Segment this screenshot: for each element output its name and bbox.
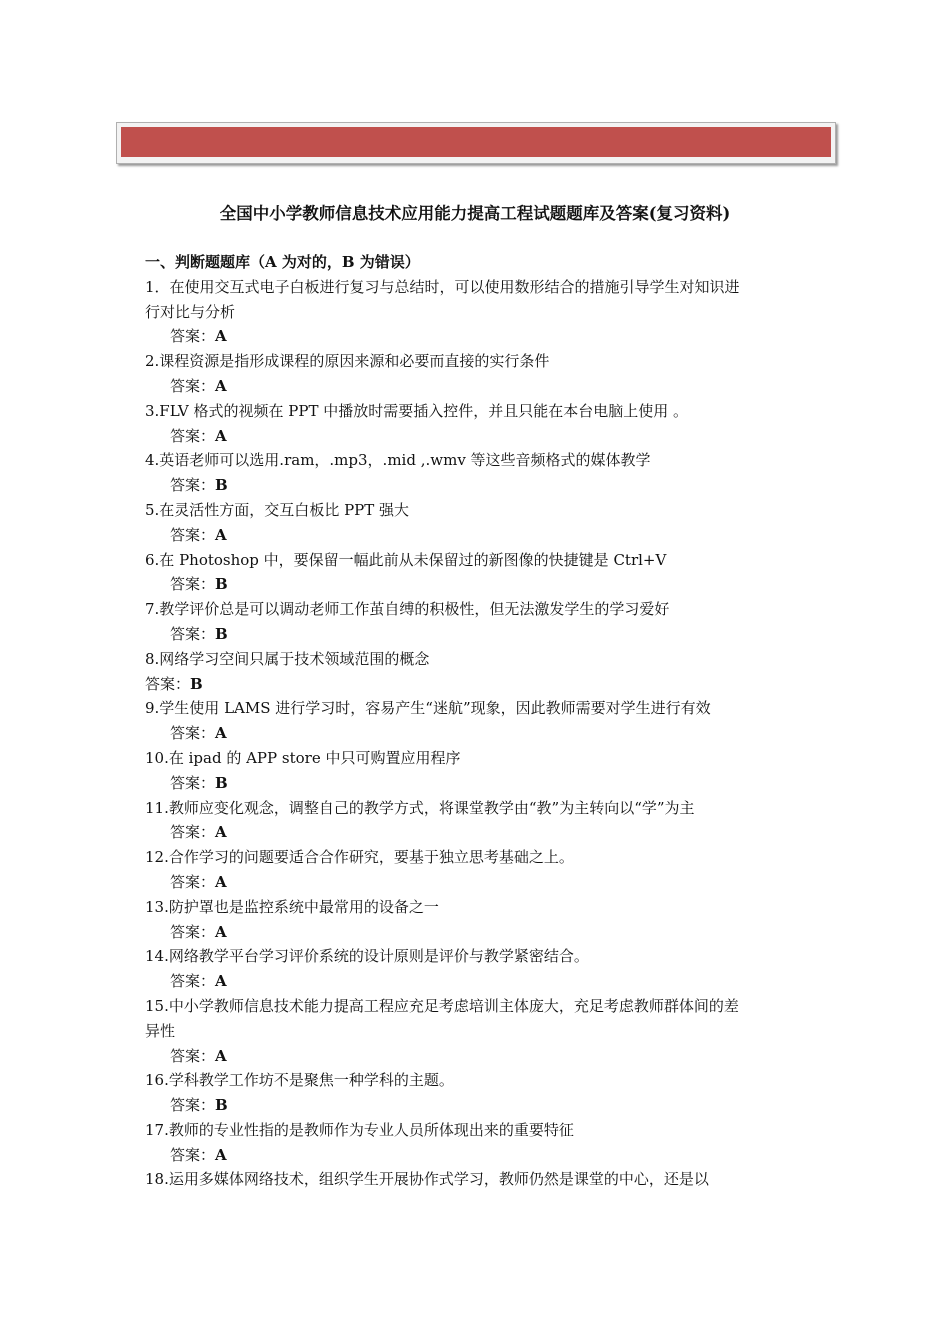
question-text: 6.在 Photoshop 中，要保留一幅此前从未保留过的新图像的快捷键是 Ctrl+V: [145, 550, 667, 569]
answer-label: 答案：: [170, 1096, 216, 1115]
question-text: 7.教学评价总是可以调动老师工作茧自缚的积极性，但无法激发学生的学习爱好: [145, 600, 670, 619]
answer-line: [145, 473, 810, 498]
answer-label: 答案：: [170, 624, 216, 643]
answer-value: A: [215, 872, 227, 891]
answer-label: 答案：: [170, 872, 216, 891]
answer-line: [145, 771, 810, 796]
question-text: 4.英语老师可以选用.ram，.mp3，.mid ,.wmv 等这些音频格式的媒体教学: [145, 451, 651, 470]
answer-label: 答案：: [170, 376, 216, 395]
question-text: 11.教师应变化观念，调整自己的教学方式，将课堂教学由“教”为主转向以“学”为主: [145, 798, 695, 817]
question-text: 9.学生使用 LAMS 进行学习时，容易产生“迷航”现象，因此教师需要对学生进行有效: [145, 699, 711, 718]
question-text: 17.教师的专业性指的是教师作为专业人员所体现出来的重要特征: [145, 1120, 574, 1139]
answer-line: [145, 622, 810, 647]
answer-line: [145, 572, 810, 597]
question-item: [145, 647, 810, 697]
question-text: 10.在 ipad 的 APP store 中只可购置应用程序: [145, 748, 461, 767]
answer-line: [145, 920, 810, 945]
question-text: 5.在灵活性方面，交互白板比 PPT 强大: [145, 500, 410, 519]
question-item: [145, 994, 810, 1068]
question-item: [145, 498, 810, 548]
question-item: [145, 349, 810, 399]
question-text: 2.课程资源是指形成课程的原因来源和必要而直接的实行条件: [145, 352, 550, 371]
answer-label: 答案：: [170, 724, 216, 743]
document-title: 全国中小学教师信息技术应用能力提高工程试题题库及答案(复习资料): [219, 204, 731, 223]
answer-value: A: [215, 426, 227, 445]
answer-value: B: [215, 575, 228, 594]
answer-line: [145, 523, 810, 548]
question-item: [145, 845, 810, 895]
answer-label: 答案：: [170, 426, 216, 445]
question-text: 行对比与分析: [145, 302, 236, 321]
answer-value: B: [215, 476, 228, 495]
header-banner-fill: [121, 127, 831, 157]
answer-value: A: [215, 376, 227, 395]
question-text: 13.防护罩也是监控系统中最常用的设备之一: [145, 897, 439, 916]
answer-line: [145, 672, 810, 697]
answer-line: [145, 1093, 810, 1118]
question-item: [145, 548, 810, 598]
header-banner: [116, 122, 836, 164]
answer-label: 答案：: [170, 823, 216, 842]
answer-value: A: [215, 823, 227, 842]
answer-label: 答案：: [170, 972, 216, 991]
question-item: [145, 1118, 810, 1168]
answer-value: A: [215, 327, 227, 346]
question-text: 1．在使用交互式电子白板进行复习与总结时，可以使用数形结合的措施引导学生对知识进: [145, 277, 740, 296]
question-text: 16.学科教学工作坊不是聚焦一种学科的主题。: [145, 1071, 454, 1090]
answer-label: 答案：: [170, 1145, 216, 1164]
answer-line: [145, 721, 810, 746]
question-text: 异性: [145, 1021, 176, 1040]
question-text: 8.网络学习空间只属于技术领域范围的概念: [145, 649, 430, 668]
answer-value: A: [215, 1046, 227, 1065]
question-item: [145, 1167, 810, 1192]
question-text: 18.运用多媒体网络技术，组织学生开展协作式学习，教师仍然是课堂的中心，还是以: [145, 1170, 709, 1189]
question-text: 15.中小学教师信息技术能力提高工程应充足考虑培训主体庞大，充足考虑教师群体间的差: [145, 996, 739, 1015]
answer-value: B: [215, 1096, 228, 1115]
question-text: 14.网络教学平台学习评价系统的设计原则是评价与教学紧密结合。: [145, 947, 589, 966]
answer-value: A: [215, 525, 227, 544]
answer-value: A: [215, 922, 227, 941]
document-body: [145, 250, 810, 1192]
answer-value: A: [215, 724, 227, 743]
answer-line: [145, 1044, 810, 1069]
answer-line: [145, 1143, 810, 1168]
question-item: [145, 944, 810, 994]
question-item: [145, 597, 810, 647]
answer-line: [145, 820, 810, 845]
answer-label: 答案：: [170, 773, 216, 792]
question-list: [145, 275, 810, 1192]
question-item: [145, 448, 810, 498]
question-item: [145, 746, 810, 796]
answer-line: [145, 424, 810, 449]
answer-value: A: [215, 972, 227, 991]
question-text: 3.FLV 格式的视频在 PPT 中播放时需要插入控件，并且只能在本台电脑上使用 。: [145, 401, 688, 420]
question-item: [145, 895, 810, 945]
answer-label: 答案：: [145, 674, 191, 693]
answer-label: 答案：: [170, 1046, 216, 1065]
question-item: [145, 275, 810, 349]
answer-value: A: [215, 1145, 227, 1164]
answer-line: [145, 324, 810, 349]
answer-value: B: [190, 674, 203, 693]
answer-label: 答案：: [170, 922, 216, 941]
answer-label: 答案：: [170, 575, 216, 594]
answer-value: B: [215, 624, 228, 643]
answer-line: [145, 374, 810, 399]
question-item: [145, 399, 810, 449]
answer-label: 答案：: [170, 327, 216, 346]
answer-line: [145, 870, 810, 895]
answer-label: 答案：: [170, 525, 216, 544]
answer-value: B: [215, 773, 228, 792]
answer-line: [145, 969, 810, 994]
question-item: [145, 696, 810, 746]
section-heading: 一、判断题题库（A 为对的，B 为错误）: [145, 253, 420, 271]
question-text: 12.合作学习的问题要适合合作研究，要基于独立思考基础之上。: [145, 848, 574, 867]
question-item: [145, 796, 810, 846]
answer-label: 答案：: [170, 476, 216, 495]
question-item: [145, 1068, 810, 1118]
